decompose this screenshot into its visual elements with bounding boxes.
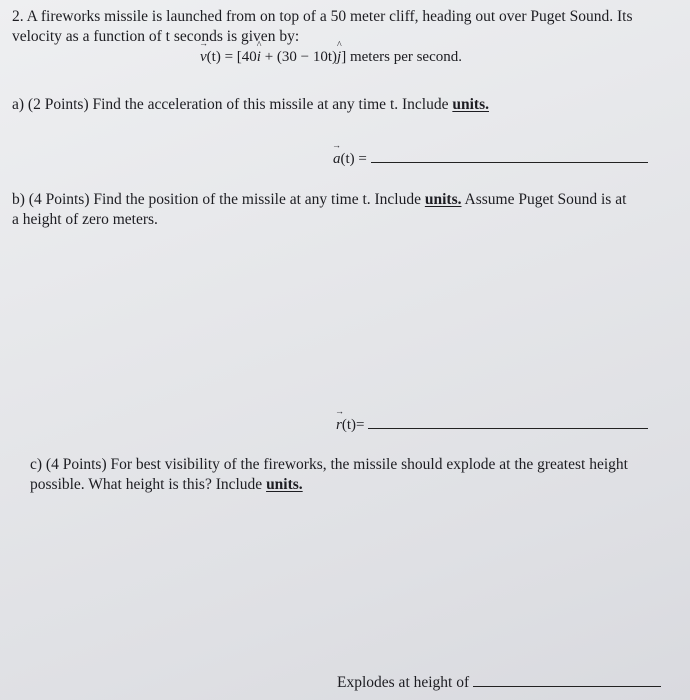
part-b-label: b) (4 Points) Find the position of the missile at any time t. Include (12, 191, 425, 208)
part-b-prompt (12, 190, 687, 230)
part-b-units: units. (424, 191, 462, 208)
part-a-answer-label: (t) = (340, 151, 367, 167)
part-a-answer-row (333, 150, 648, 168)
part-a-units: units. (452, 96, 489, 113)
part-c-label-line1: c) (4 Points) For best visibility of the fireworks, the missile should explode at the greatest height (30, 456, 628, 473)
part-b-label-end: Assume Puget Sound is at (461, 191, 627, 208)
velocity-symbol: → v (200, 49, 207, 66)
part-c-prompt (30, 455, 680, 495)
unit-vector-j: ^ j (337, 49, 341, 66)
part-a-label: a) (2 Points) Find the acceleration of this missile at any time t. Include (12, 96, 453, 113)
part-a-prompt (12, 95, 682, 115)
unit-vector-i: ^ i (257, 49, 261, 66)
question-number: 2. (12, 8, 24, 25)
part-c-label-line2: possible. What height is this? Include (30, 476, 267, 493)
velocity-equation (200, 49, 462, 66)
position-symbol: → r (336, 417, 342, 434)
part-c-answer-row (337, 673, 661, 693)
question-intro-line2: velocity as a function of t seconds is given by: (12, 28, 300, 45)
part-a-answer-blank[interactable] (371, 150, 648, 163)
part-c-answer-blank[interactable] (473, 674, 661, 687)
part-b-answer-row (336, 416, 648, 434)
question-intro (12, 7, 682, 47)
question-intro-line1: A fireworks missile is launched from on top of a 50 meter cliff, heading out over Puget Sound. Its (26, 8, 633, 25)
velocity-equation-part3: ] meters per second. (341, 49, 463, 65)
part-b-label-line2: a height of zero meters. (12, 211, 158, 228)
acceleration-symbol: → a (333, 151, 341, 168)
velocity-equation-part2: + (30 − 10t) (260, 49, 338, 65)
velocity-equation-part1: (t) = [40 (206, 49, 257, 65)
part-c-answer-label: Explodes at height of (337, 674, 470, 691)
part-c-units: units. (266, 476, 303, 493)
part-b-answer-label: (t)= (341, 417, 365, 433)
part-b-answer-blank[interactable] (368, 416, 648, 429)
